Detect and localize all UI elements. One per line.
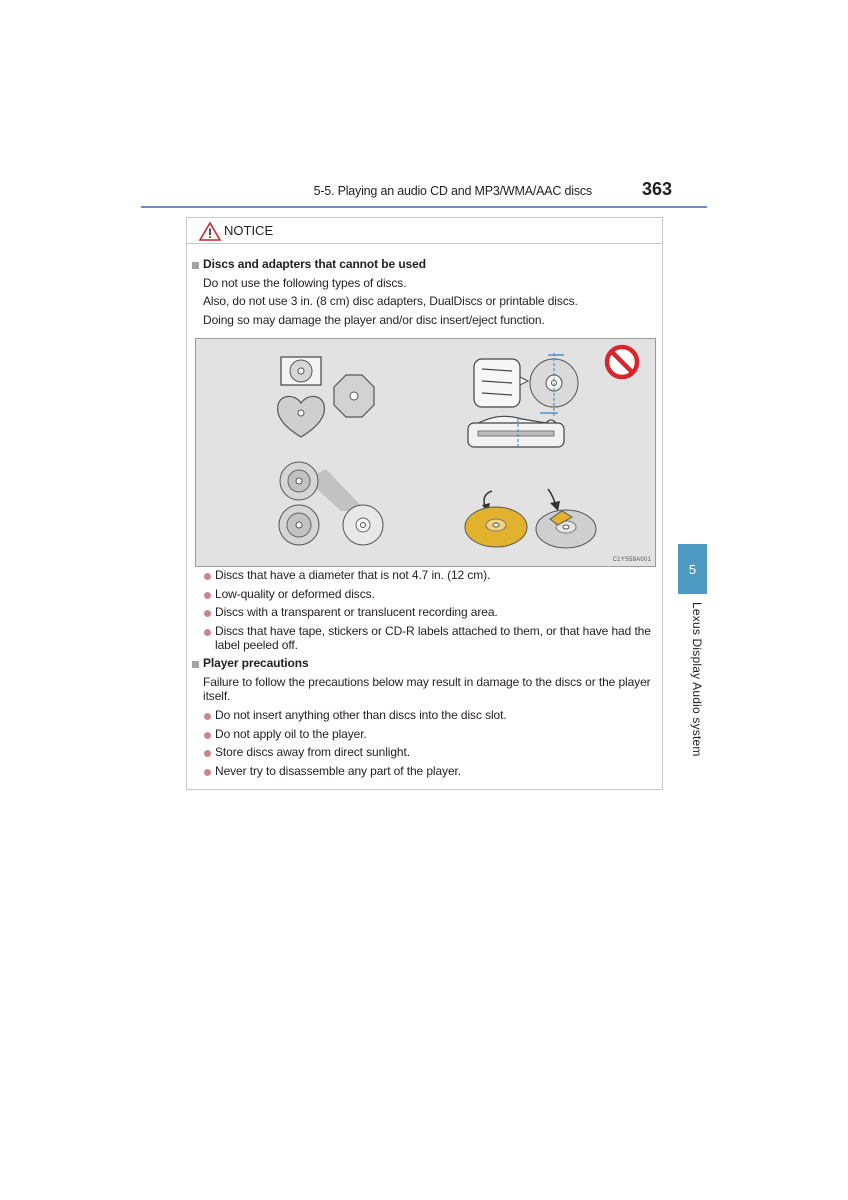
bullet-dot <box>204 732 211 739</box>
notice-label: NOTICE <box>224 223 274 238</box>
intro-line: Failure to follow the precautions below may result in damage to the discs or the player <box>203 675 651 689</box>
bullet-item: Discs with a transparent or translucent recording area. <box>215 605 498 619</box>
bullet-item: Low-quality or deformed discs. <box>215 587 375 601</box>
bullet-dot <box>204 629 211 636</box>
figure-code: C1YS58A001 <box>612 557 651 563</box>
chapter-title: Lexus Display Audio system <box>690 602 704 757</box>
bullet-item: Discs that have a diameter that is not 4.7 in. (12 cm). <box>215 568 491 582</box>
intro-line: Doing so may damage the player and/or disc insert/eject function. <box>203 313 545 327</box>
prohibited-discs-illustration <box>195 338 656 567</box>
bullet-item: Store discs away from direct sunlight. <box>215 745 410 759</box>
bullet-dot <box>204 573 211 580</box>
section-marker <box>192 262 199 269</box>
bullet-dot <box>204 750 211 757</box>
intro-line: Do not use the following types of discs. <box>203 276 407 290</box>
bullet-item: Never try to disassemble any part of the player. <box>215 764 461 778</box>
bullet-item-continued: label peeled off. <box>215 638 298 652</box>
warning-triangle-icon <box>199 222 221 241</box>
bullet-dot <box>204 610 211 617</box>
section-title-precautions: Player precautions <box>203 656 309 670</box>
bullet-dot <box>204 713 211 720</box>
header-rule <box>141 206 707 208</box>
bullet-item: Do not insert anything other than discs into the disc slot. <box>215 708 507 722</box>
bullet-dot <box>204 592 211 599</box>
bullet-item: Discs that have tape, stickers or CD-R labels attached to them, or that have had the <box>215 624 651 638</box>
page-number: 363 <box>641 179 672 199</box>
section-marker <box>192 661 199 668</box>
intro-line: Also, do not use 3 in. (8 cm) disc adapters, DualDiscs or printable discs. <box>203 294 578 308</box>
bullet-item: Do not apply oil to the player. <box>215 727 367 741</box>
chapter-number: 5 <box>688 561 697 577</box>
section-title-discs: Discs and adapters that cannot be used <box>203 257 426 271</box>
notice-header <box>187 218 662 244</box>
chapter-tab <box>678 544 707 594</box>
section-title: 5-5. Playing an audio CD and MP3/WMA/AAC discs <box>313 184 592 198</box>
notice-box <box>186 217 663 790</box>
intro-line: itself. <box>203 689 231 703</box>
bullet-dot <box>204 769 211 776</box>
disc-illustration <box>196 339 655 566</box>
